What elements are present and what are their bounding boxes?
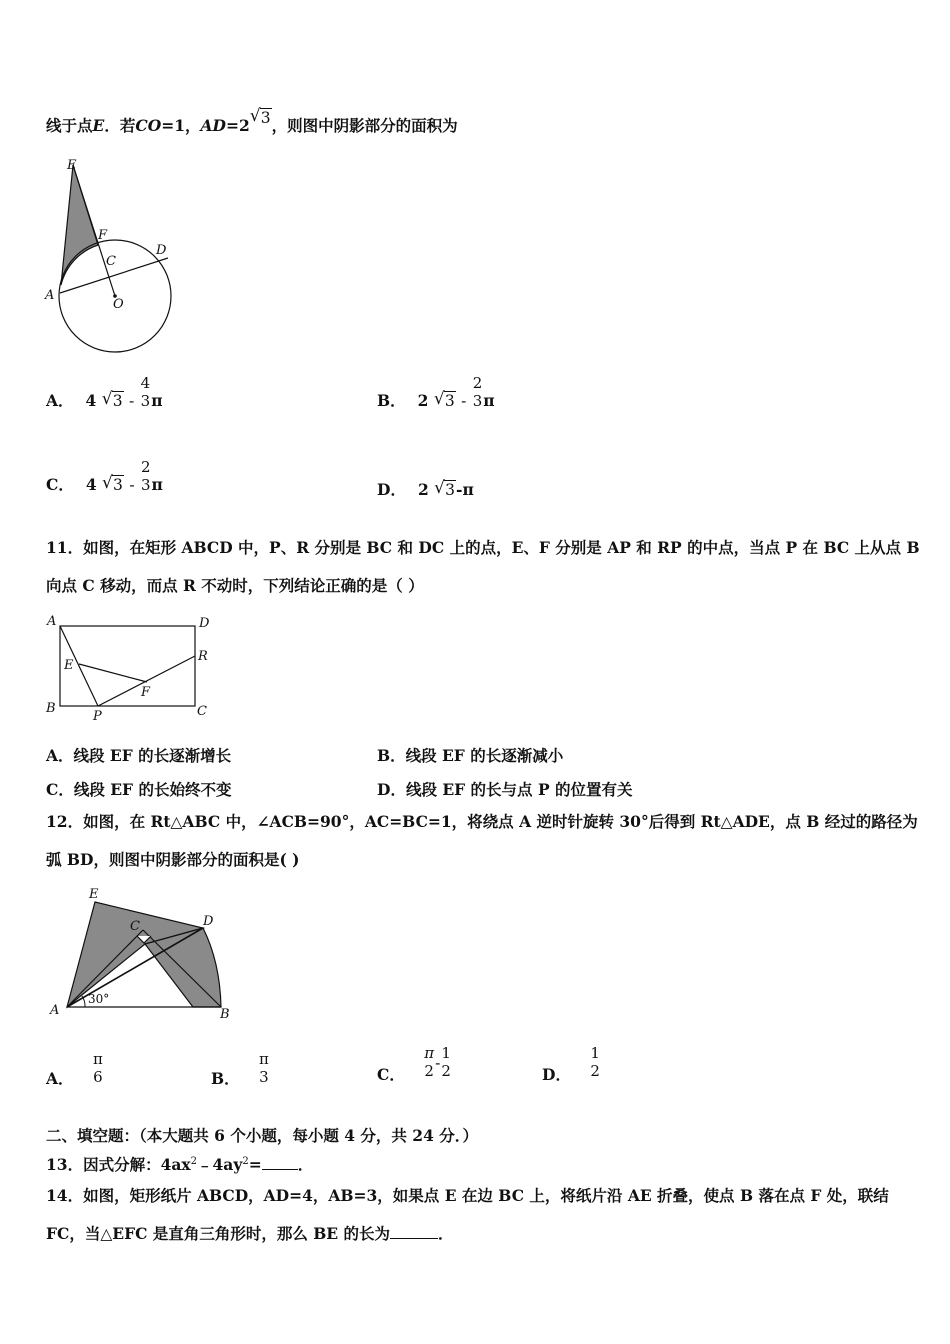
- q10-stem-mid: ．若: [104, 116, 136, 135]
- q10-option-b[interactable]: B． 2 √ 3 - 2 3 π: [377, 384, 495, 420]
- q11-option-b[interactable]: B．线段 EF 的长逐渐减小: [377, 746, 564, 765]
- q10-stem-end: ，则图中阴影部分的面积为: [271, 116, 458, 135]
- q10-stem: [46, 109, 458, 136]
- q12-stem-line1: 12．如图，在 Rt△ABC 中，∠ACB=90°，AC=BC=1，将绕点 A 逆时针旋转 30°后得到 Rt△ADE，点 B 经过的路径为: [46, 812, 918, 831]
- q10-figure: [40, 155, 180, 360]
- q10-label-o: O: [113, 297, 124, 312]
- q12-option-a[interactable]: A． π 6: [46, 1050, 103, 1088]
- q12-label-a: A: [50, 1003, 60, 1018]
- q10-label-e: E: [67, 158, 77, 173]
- q12-label-angle: 30°: [88, 992, 110, 1006]
- q12-option-c[interactable]: C． π 2 - 1 2: [377, 1044, 451, 1084]
- q12-option-b[interactable]: B． π 3: [211, 1050, 269, 1088]
- q10-option-a[interactable]: A． 4 √ 3 - 4 3 π: [46, 384, 163, 420]
- q10-label-f: F: [98, 228, 108, 243]
- q11-label-a: A: [47, 614, 57, 629]
- q11-label-e: E: [64, 658, 74, 673]
- q12-stem-line2: 弧 BD，则图中阴影部分的面积是( ): [46, 850, 300, 869]
- q11-label-r: R: [198, 649, 208, 664]
- q11-option-d[interactable]: D．线段 EF 的长与点 P 的位置有关: [377, 780, 633, 799]
- q11-option-c[interactable]: C．线段 EF 的长始终不变: [46, 780, 232, 799]
- q10-label-c: C: [106, 254, 116, 269]
- q10-sqrt: √ 3: [251, 108, 272, 128]
- q10-label-a: A: [45, 288, 55, 303]
- q12-label-e: E: [89, 887, 99, 902]
- q10-ad: AD: [200, 116, 226, 135]
- q11-line-ef: [79, 664, 147, 682]
- q11-label-b: B: [46, 701, 56, 716]
- q14-answer-blank[interactable]: [390, 1224, 438, 1239]
- q12-label-c: C: [130, 919, 140, 934]
- q11-option-a[interactable]: A．线段 EF 的长逐渐增长: [46, 746, 232, 765]
- q13-stem: 13．因式分解：$4ax^2﹣4ay^2=$ ．: [46, 1155, 314, 1175]
- q11-label-d: D: [199, 616, 210, 631]
- q11-figure: [44, 612, 219, 722]
- q12-label-b: B: [220, 1007, 230, 1022]
- q11-stem-line1: 11．如图，在矩形 ABCD 中，P、R 分别是 BC 和 DC 上的点，E、F 分别是 AP 和 RP 的中点，当点 P 在 BC 上从点 B: [46, 538, 920, 557]
- q10-option-c[interactable]: C． 4 √ 3 - 2 3 π: [46, 468, 163, 504]
- section2-heading: 二、填空题：（本大题共 6 个小题，每小题 4 分，共 24 分．）: [46, 1126, 479, 1145]
- q12-label-d: D: [203, 914, 214, 929]
- q10-label-d: D: [156, 243, 167, 258]
- q14-stem-line2: FC，当△EFC 是直角三角形时，那么 BE 的长为 ．: [46, 1224, 454, 1243]
- q10-point-e: E: [92, 116, 105, 135]
- q10-option-d[interactable]: D． 2 √ 3-π: [377, 478, 474, 500]
- q11-stem-line2: 向点 C 移动，而点 R 不动时，下列结论正确的是（ ）: [46, 576, 424, 595]
- q10-eq2: =2: [225, 116, 250, 135]
- q12-figure: [45, 882, 245, 1022]
- q10-stem-prefix: 线于点: [46, 116, 93, 135]
- q10-eq1: =1，: [161, 116, 201, 135]
- q11-label-c: C: [197, 704, 207, 719]
- q11-label-f: F: [141, 685, 151, 700]
- q10-co: CO: [135, 116, 162, 135]
- q14-stem-line1: 14．如图，矩形纸片 ABCD，AD=4，AB=3，如果点 E 在边 BC 上，将纸片沿 AE 折叠，使点 B 落在点 F 处，联结: [46, 1186, 889, 1205]
- q12-option-d[interactable]: D． 1 2: [542, 1044, 600, 1084]
- q13-answer-blank[interactable]: [262, 1155, 298, 1170]
- q11-label-p: P: [93, 709, 102, 724]
